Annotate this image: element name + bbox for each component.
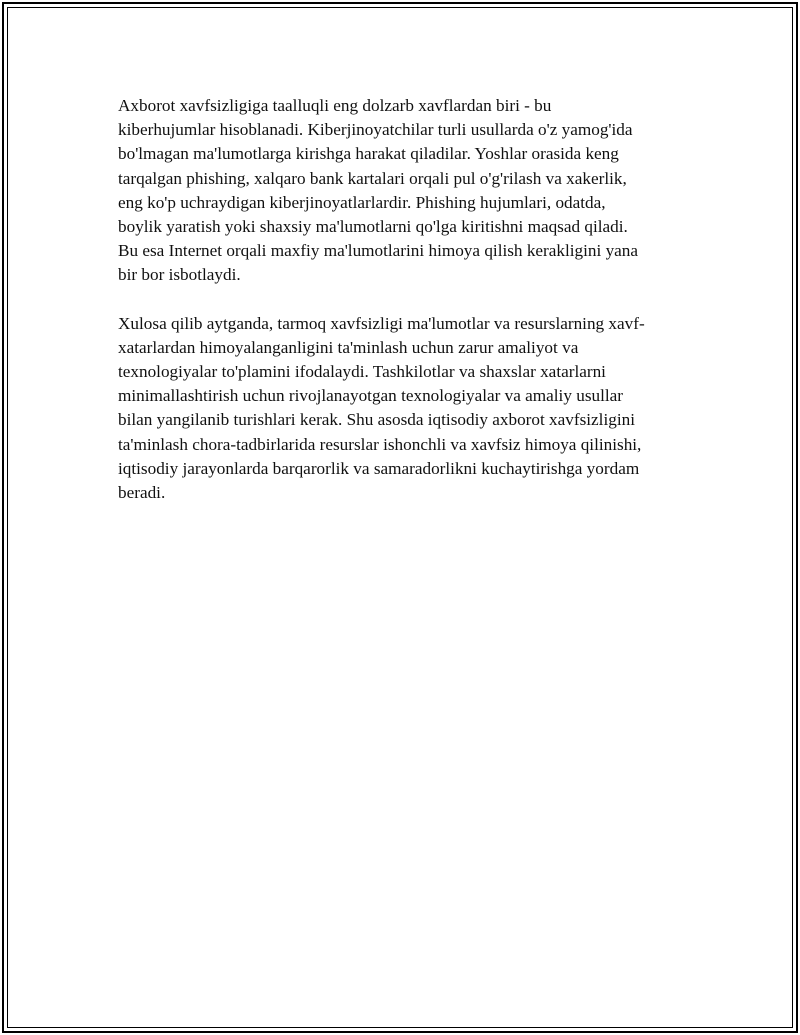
document-body (118, 94, 690, 529)
text-line: Axborot xavfsizligiga taalluqli eng dolzarb xavflardan biri - bu (118, 96, 552, 115)
text-line: ta'minlash chora-tadbirlarida resurslar ishonchli va xavfsiz himoya qilinishi, (118, 434, 642, 454)
paragraph-threats (118, 94, 690, 288)
text-line: boylik yaratish yoki shaxsiy ma'lumotlarni qo'lga kiritishni maqsad qiladi. (118, 217, 628, 237)
text-line: tarqalgan phishing, xalqaro bank kartalari orqali pul o'g'rilash va xakerlik, (118, 168, 627, 188)
paragraph-conclusion (118, 312, 690, 506)
text-line: beradi. (118, 483, 166, 503)
text-line: iqtisodiy jarayonlarda barqarorlik va samaradorlikni kuchaytirishga yordam (118, 458, 640, 478)
text-line: Bu esa Internet orqali maxfiy ma'lumotlarini himoya qilish kerakligini yana (118, 241, 639, 261)
text-line: kiberhujumlar hisoblanadi. Kiberjinoyatchilar turli usullarda o'z yamog'ida (118, 120, 633, 140)
text-line: bilan yangilanib turishlari kerak. Shu asosda iqtisodiy axborot xavfsizligini (118, 410, 635, 430)
text-line: eng ko'p uchraydigan kiberjinoyatlarlardir. Phishing hujumlari, odatda, (118, 192, 606, 212)
text-line: xatarlardan himoyalanganligini ta'minlash uchun zarur amaliyot va (118, 337, 579, 357)
text-line: texnologiyalar to'plamini ifodalaydi. Tashkilotlar va shaxslar xatarlarni (118, 362, 606, 382)
text-line: bir bor isbotlaydi. (118, 265, 241, 285)
text-line: Xulosa qilib aytganda, tarmoq xavfsizligi ma'lumotlar va resurslarning xavf- (118, 313, 645, 333)
text-line: bo'lmagan ma'lumotlarga kirishga harakat qiladilar. Yoshlar orasida keng (118, 144, 619, 164)
text-line: minimallashtirish uchun rivojlanayotgan texnologiyalar va amaliy usullar (118, 386, 624, 406)
